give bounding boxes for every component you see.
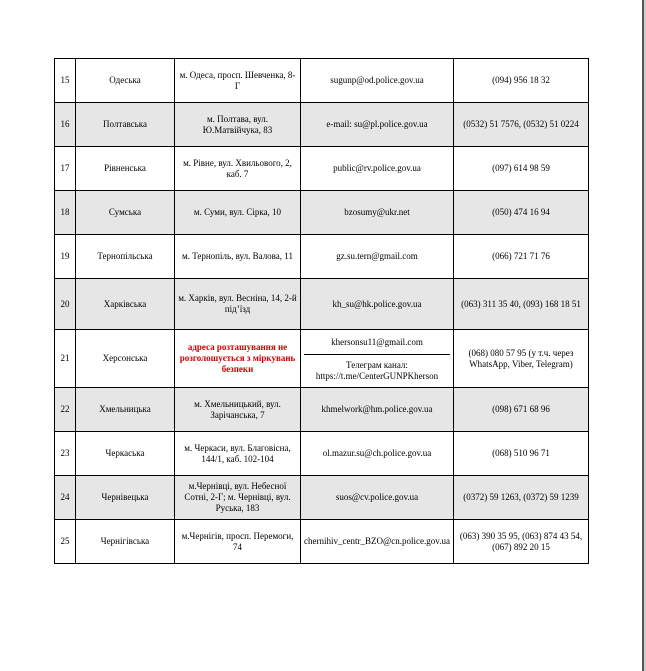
email: khersonsu11@gmail.com [304, 330, 450, 355]
email: khmelwork@hm.police.gov.ua [301, 388, 454, 432]
address: м. Суми, вул. Сірка, 10 [175, 191, 301, 235]
row-number: 17 [55, 147, 76, 191]
table-row [55, 520, 589, 564]
region-name: Хмельницька [76, 388, 175, 432]
email: sugunp@od.police.gov.ua [301, 59, 454, 103]
region-name: Одеська [76, 59, 175, 103]
phone: (094) 956 18 32 [454, 59, 589, 103]
table-row [55, 235, 589, 279]
table-row [55, 432, 589, 476]
region-name: Чернівецька [76, 476, 175, 520]
address: м.Чернівці, вул. Небесної Сотні, 2-Г; м. Чернівці, вул. Руська, 183 [175, 476, 301, 520]
table-row [55, 103, 589, 147]
row-number: 19 [55, 235, 76, 279]
region-name: Сумська [76, 191, 175, 235]
address: м.Чернігів, просп. Перемоги, 74 [175, 520, 301, 564]
address: м. Тернопіль, вул. Валова, 11 [175, 235, 301, 279]
table-row [55, 147, 589, 191]
telegram-channel: Телеграм канал: https://t.me/CenterGUNPKherson [315, 360, 439, 381]
region-name: Тернопільська [76, 235, 175, 279]
row-number: 21 [55, 330, 76, 388]
email-cell [301, 330, 454, 388]
phone: (068) 510 96 71 [454, 432, 589, 476]
police-contacts-table [54, 58, 589, 564]
region-name: Рівненська [76, 147, 175, 191]
phone: (063) 311 35 40, (093) 168 18 51 [454, 279, 589, 330]
phone: (0532) 51 7576, (0532) 51 0224 [454, 103, 589, 147]
phone: (050) 474 16 94 [454, 191, 589, 235]
phone: (097) 614 98 59 [454, 147, 589, 191]
phone: (0372) 59 1263, (0372) 59 1239 [454, 476, 589, 520]
email: ol.mazur.su@ch.police.gov.ua [301, 432, 454, 476]
address: м. Хмельницький, вул. Зарічанська, 7 [175, 388, 301, 432]
address: м. Рівне, вул. Хвильового, 2, каб. 7 [175, 147, 301, 191]
row-number: 23 [55, 432, 76, 476]
email: chernihiv_centr_BZO@cn.police.gov.ua [301, 520, 454, 564]
address: м. Одеса, просп. Шевченка, 8-Г [175, 59, 301, 103]
row-number: 24 [55, 476, 76, 520]
email: bzosumy@ukr.net [301, 191, 454, 235]
row-number: 16 [55, 103, 76, 147]
region-name: Черкаська [76, 432, 175, 476]
region-name: Харківська [76, 279, 175, 330]
row-number: 22 [55, 388, 76, 432]
email: e-mail: su@pl.police.gov.ua [301, 103, 454, 147]
region-name: Херсонська [76, 330, 175, 388]
row-number: 18 [55, 191, 76, 235]
region-name: Полтавська [76, 103, 175, 147]
email: suos@cv.police.gov.ua [301, 476, 454, 520]
table-row [55, 388, 589, 432]
email: public@rv.police.gov.ua [301, 147, 454, 191]
row-number: 20 [55, 279, 76, 330]
table-row [55, 476, 589, 520]
table-row [55, 59, 589, 103]
phone: (066) 721 71 76 [454, 235, 589, 279]
phone: (068) 080 57 95 (у т.ч. через WhatsApp, Viber, Telegram) [454, 330, 589, 388]
email: gz.su.tern@gmail.com [301, 235, 454, 279]
row-number: 25 [55, 520, 76, 564]
table-row [55, 279, 589, 330]
address: м. Харків, вул. Веснiна, 14, 2-й під’їзд [175, 279, 301, 330]
email: kh_su@hk.police.gov.ua [301, 279, 454, 330]
address: м. Полтава, вул. Ю.Матвійчука, 83 [175, 103, 301, 147]
address: м. Черкаси, вул. Благовісна, 144/1, каб. 102-104 [175, 432, 301, 476]
region-name: Чернігівська [76, 520, 175, 564]
phone: (063) 390 35 95, (063) 874 43 54, (067) 892 20 15 [454, 520, 589, 564]
phone: (098) 671 68 96 [454, 388, 589, 432]
table-row [55, 330, 589, 388]
table-row [55, 191, 589, 235]
row-number: 15 [55, 59, 76, 103]
address-withheld-warning: адреса розташування не розголошується з міркувань безпеки [175, 330, 301, 388]
